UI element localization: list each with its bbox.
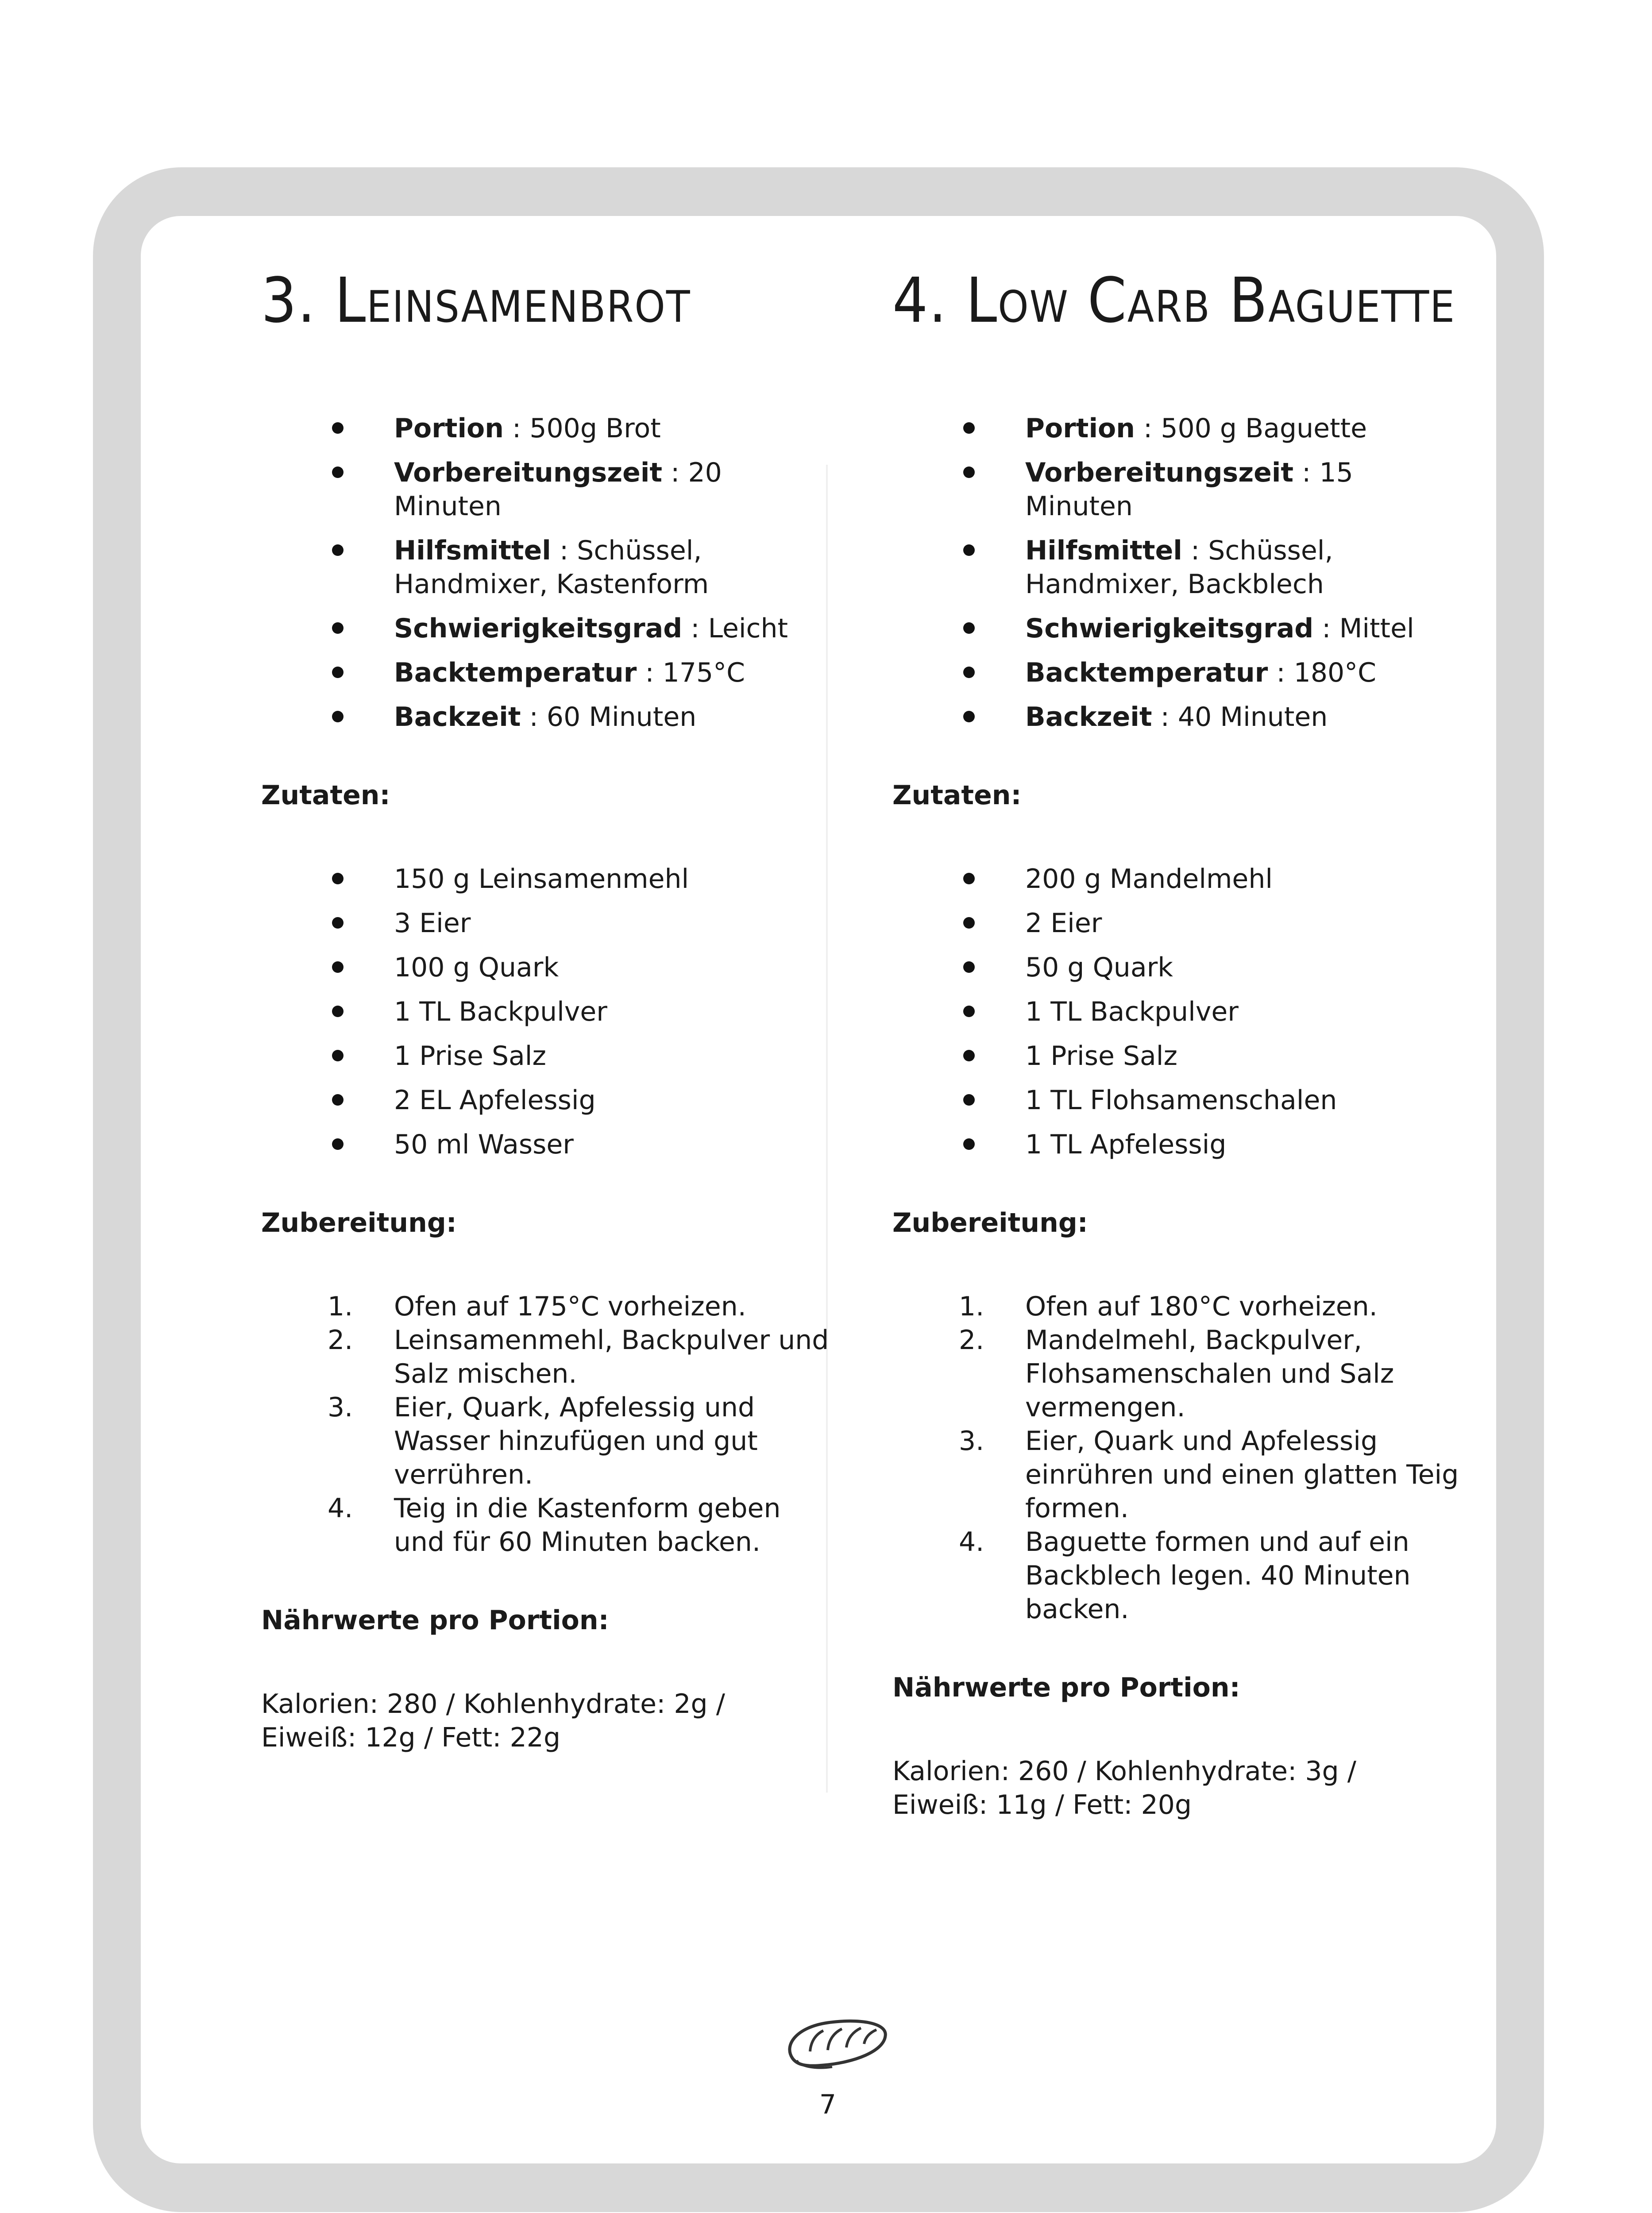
step-list [892, 1290, 1468, 1626]
meta-item: Backzeit : 40 Minuten [892, 700, 1468, 734]
ingredient-list [261, 862, 837, 1161]
recipe-title: 3. Leinsamenbrot [261, 265, 691, 337]
ingredient-item: 1 TL Flohsamenschalen [892, 1083, 1468, 1117]
meta-item: Schwierigkeitsgrad : Leicht [261, 612, 837, 645]
meta-item: Vorbereitungszeit : 15 Minuten [892, 456, 1468, 523]
ingredient-item: 1 TL Backpulver [261, 995, 837, 1029]
naehrwerte-heading: Nährwerte pro Portion: [261, 1605, 609, 1636]
recipe-meta-list [892, 412, 1468, 734]
nutrition-text: Kalorien: 260 / Kohlenhydrate: 3g / Eiweiß: 11g / Fett: 20g [892, 1756, 1356, 1820]
ingredient-item: 2 EL Apfelessig [261, 1083, 837, 1117]
step-item: 4. Teig in die Kastenform geben und für 60 Minuten backen. [328, 1493, 781, 1558]
zutaten-heading: Zutaten: [261, 780, 390, 811]
meta-item: Backzeit : 60 Minuten [261, 700, 837, 734]
naehrwerte-heading: Nährwerte pro Portion: [892, 1672, 1240, 1703]
ingredient-item: 1 TL Apfelessig [892, 1128, 1468, 1161]
zubereitung-heading: Zubereitung: [892, 1207, 1088, 1238]
bread-logo-icon [779, 2009, 894, 2076]
ingredient-item: 200 g Mandelmehl [892, 862, 1468, 896]
ingredient-item: 3 Eier [261, 906, 837, 940]
ingredient-item: 2 Eier [892, 906, 1468, 940]
meta-item: Backtemperatur : 180°C [892, 656, 1468, 690]
meta-item: Portion : 500g Brot [261, 412, 837, 445]
step-item: 1. Ofen auf 180°C vorheizen. [959, 1291, 1378, 1322]
ingredient-item: 1 Prise Salz [892, 1039, 1468, 1073]
recipe-meta-list [261, 412, 837, 734]
ingredient-item: 50 g Quark [892, 951, 1468, 984]
step-item: 4. Baguette formen und auf ein Backblech legen. 40 Minuten backen. [959, 1527, 1411, 1625]
recipe-low-carb-baguette [892, 266, 1468, 1822]
meta-item: Schwierigkeitsgrad : Mittel [892, 612, 1468, 645]
meta-item: Vorbereitungszeit : 20 Minuten [261, 456, 837, 523]
page-number: 7 [819, 2089, 837, 2120]
meta-item: Hilfsmittel : Schüssel, Handmixer, Kastenform [261, 534, 837, 601]
recipe-leinsamenbrot [261, 266, 837, 1754]
zubereitung-heading: Zubereitung: [261, 1207, 457, 1238]
step-item: 2. Leinsamenmehl, Backpulver und Salz mischen. [328, 1325, 829, 1389]
step-item: 3. Eier, Quark und Apfelessig einrühren und einen glatten Teig formen. [959, 1426, 1459, 1524]
zutaten-heading: Zutaten: [892, 780, 1022, 811]
ingredient-list [892, 862, 1468, 1161]
meta-item: Portion : 500 g Baguette [892, 412, 1468, 445]
nutrition-text: Kalorien: 280 / Kohlenhydrate: 2g / Eiweiß: 12g / Fett: 22g [261, 1689, 725, 1753]
step-item: 1. Ofen auf 175°C vorheizen. [328, 1291, 746, 1322]
ingredient-item: 1 Prise Salz [261, 1039, 837, 1073]
step-list [261, 1290, 837, 1559]
step-item: 2. Mandelmehl, Backpulver, Flohsamenschalen und Salz vermengen. [959, 1325, 1394, 1423]
ingredient-item: 1 TL Backpulver [892, 995, 1468, 1029]
meta-item: Hilfsmittel : Schüssel, Handmixer, Backblech [892, 534, 1468, 601]
meta-item: Backtemperatur : 175°C [261, 656, 837, 690]
step-item: 3. Eier, Quark, Apfelessig und Wasser hinzufügen und gut verrühren. [328, 1392, 758, 1490]
ingredient-item: 50 ml Wasser [261, 1128, 837, 1161]
recipe-title: 4. Low Carb Baguette [892, 265, 1455, 337]
ingredient-item: 150 g Leinsamenmehl [261, 862, 837, 896]
ingredient-item: 100 g Quark [261, 951, 837, 984]
